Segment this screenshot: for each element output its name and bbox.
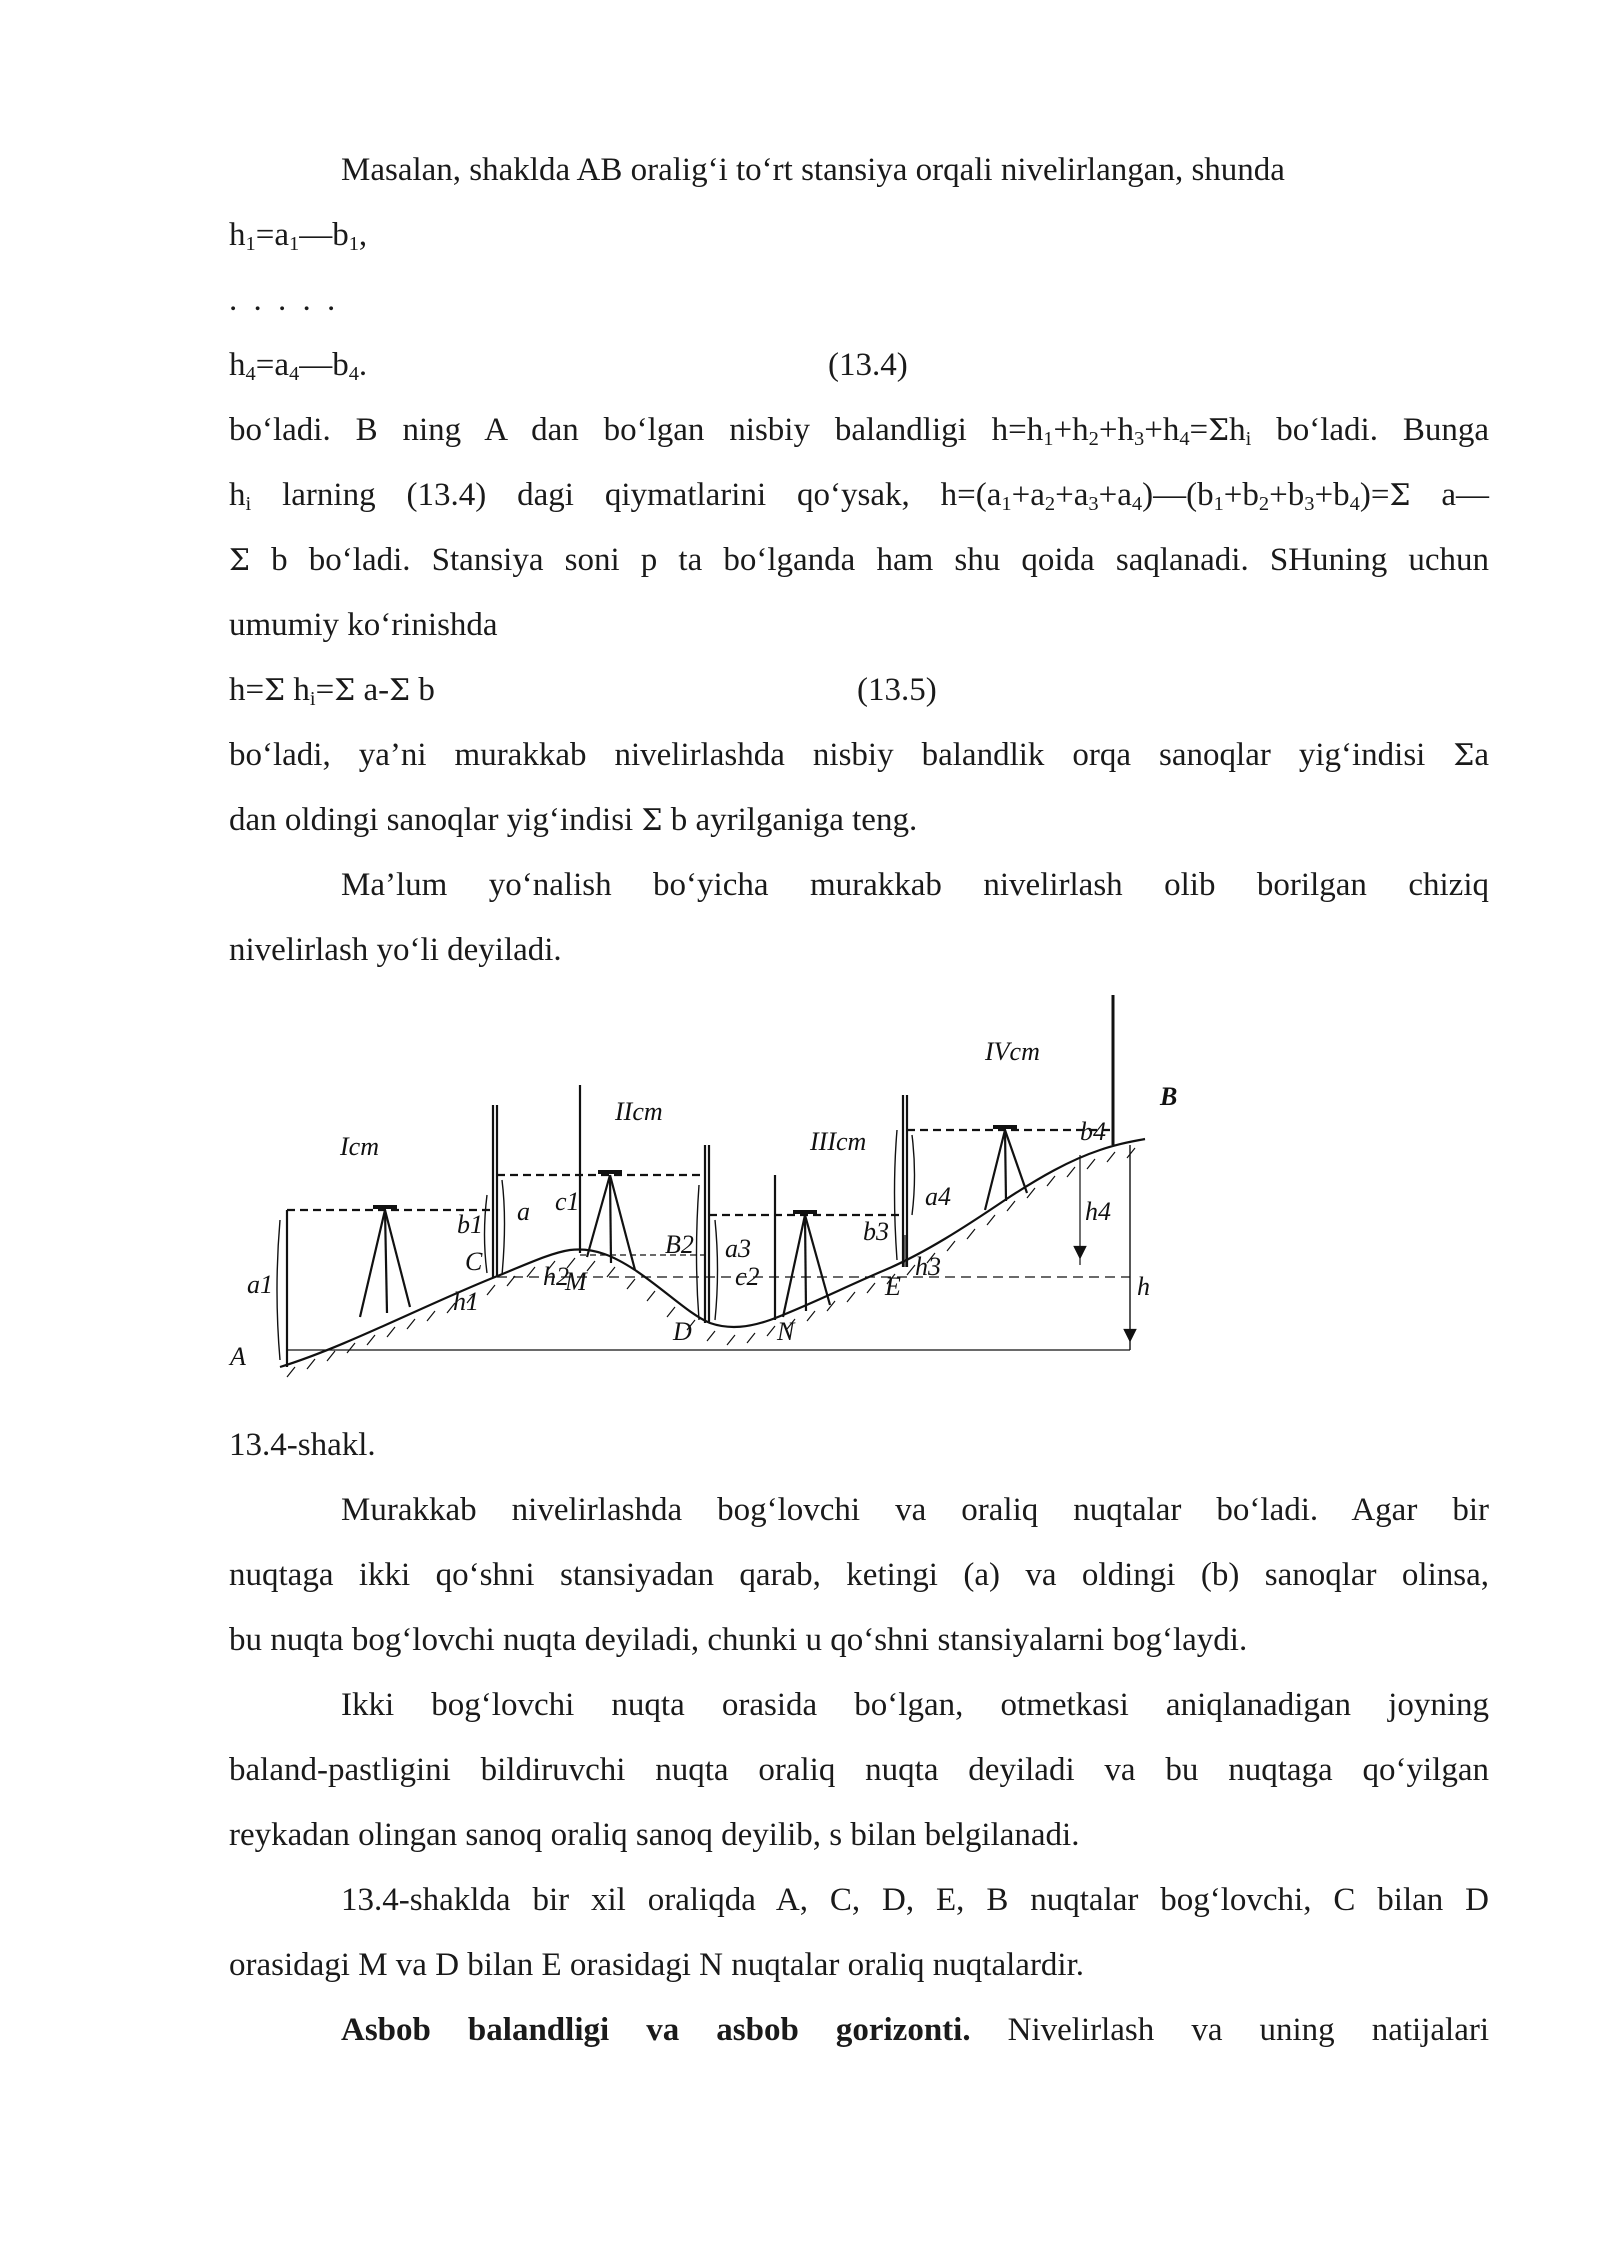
paragraph-line: Σ b bo‘ladi. Stansiya soni p ta bo‘lganda ham shu qoida saqlanadi. SHuning uchun [229, 542, 1489, 578]
point-label-C: C [465, 1247, 483, 1276]
paragraph-line: Masalan, shaklda AB oralig‘i to‘rt stansiya orqali nivelirlangan, shunda [341, 152, 1285, 188]
height-h4: h4 [1085, 1197, 1111, 1226]
point-label-M: M [565, 1267, 587, 1296]
point-label-B: B [1160, 1082, 1178, 1111]
paragraph-line: bu nuqta bog‘lovchi nuqta deyiladi, chunki u qo‘shni stansiyalarni bog‘laydi. [229, 1622, 1248, 1658]
paragraph-line: nivelirlash yo‘li deyiladi. [229, 932, 562, 968]
leveling-diagram [225, 995, 1210, 1415]
reading-a4: a4 [925, 1182, 951, 1211]
reading-B2: B2 [665, 1230, 694, 1259]
equation-13-5: h=Σ $h_i=\Sigma$ a-Σ b [229, 672, 435, 711]
point-label-N: N [777, 1317, 795, 1346]
ground-hatching [287, 1148, 1135, 1377]
station-label-3: IIIcm [810, 1127, 867, 1156]
section-heading: Asbob balandligi va asbob gorizonti. [341, 2012, 971, 2048]
tripod-station-3 [783, 1212, 830, 1317]
equation-h1: $h_1=a_1—b_1$, [229, 217, 368, 256]
equation-number-13-4: (13.4) [828, 347, 908, 383]
reading-a3: a3 [725, 1234, 751, 1263]
tripod-station-1 [360, 1207, 410, 1317]
height-h3: h3 [915, 1252, 941, 1281]
height-h: h [1137, 1272, 1150, 1301]
paragraph-line: 13.4-shaklda bir xil oraliqda A, C, D, E, B nuqtalar bog‘lovchi, C bilan D [341, 1882, 1489, 1918]
paragraph-line: $h_i$ larning (13.4) dagi qiymatlarini qo‘ysak, $h=(a_1+a_2+a_3+a_4)—(b_1+b_2+b_3+b_4)=\Sigma$ a— [229, 477, 1489, 516]
reading-a: a [517, 1197, 530, 1226]
paragraph-line: bo‘ladi. B ning A dan bo‘lgan nisbiy balandligi $h=h_1+h_2+h_3+h_4=\Sigma h_i$ bo‘ladi. Bunga [229, 412, 1489, 451]
paragraph-line: dan oldingi sanoqlar yig‘indisi Σ b ayrilganiga teng. [229, 802, 918, 838]
reading-b3: b3 [863, 1217, 889, 1246]
paragraph-line: bo‘ladi, ya’ni murakkab nivelirlashda nisbiy balandlik orqa sanoqlar yig‘indisi Σa [229, 737, 1489, 773]
station-label-1: Icm [340, 1132, 379, 1161]
station-label-2: IIcm [615, 1097, 663, 1126]
paragraph-line: Ikki bog‘lovchi nuqta orasida bo‘lgan, otmetkasi aniqlanadigan joyning [341, 1687, 1489, 1723]
paragraph-line: orasidagi M va D bilan E orasidagi N nuqtalar oraliq nuqtalardir. [229, 1947, 1085, 1983]
tripod-station-4 [985, 1127, 1027, 1210]
point-label-A: A [230, 1342, 246, 1371]
point-label-D: D [673, 1317, 692, 1346]
reading-c2: c2 [735, 1262, 760, 1291]
paragraph-line: umumiy ko‘rinishda [229, 607, 498, 643]
ground-profile [280, 1139, 1145, 1367]
equation-h4: $h_4=a_4—b_4$. [229, 347, 368, 386]
leveling-diagram-svg [225, 995, 1210, 1415]
reading-a1: a1 [247, 1270, 273, 1299]
paragraph-line: Ma’lum yo‘nalish bo‘yicha murakkab nivelirlash olib borilgan chiziq [341, 867, 1489, 903]
reading-b4: b4 [1080, 1117, 1106, 1146]
paragraph-line: Asbob balandligi va asbob gorizonti. Nivelirlash va uning natijalari [341, 2012, 1490, 2048]
ellipsis-dots: . . . . . [229, 282, 340, 318]
station-label-4: IVcm [985, 1037, 1040, 1066]
point-label-E: E [885, 1272, 901, 1301]
figure-caption: 13.4-shakl. [229, 1427, 376, 1463]
reading-c1: c1 [555, 1187, 580, 1216]
height-h2: h2 [543, 1262, 569, 1291]
equation-number-13-5: (13.5) [857, 672, 937, 708]
paragraph-line: reykadan olingan sanoq oraliq sanoq deyilib, s bilan belgilanadi. [229, 1817, 1080, 1853]
paragraph-line: baland-pastligini bildiruvchi nuqta oraliq nuqta deyiladi va bu nuqtaga qo‘yilgan [229, 1752, 1489, 1788]
reading-b1: b1 [457, 1210, 483, 1239]
paragraph-line: Murakkab nivelirlashda bog‘lovchi va oraliq nuqtalar bo‘ladi. Agar bir [341, 1492, 1489, 1528]
height-h1: h1 [453, 1287, 479, 1316]
paragraph-line: nuqtaga ikki qo‘shni stansiyadan qarab, ketingi (a) va oldingi (b) sanoqlar olinsa, [229, 1557, 1489, 1593]
